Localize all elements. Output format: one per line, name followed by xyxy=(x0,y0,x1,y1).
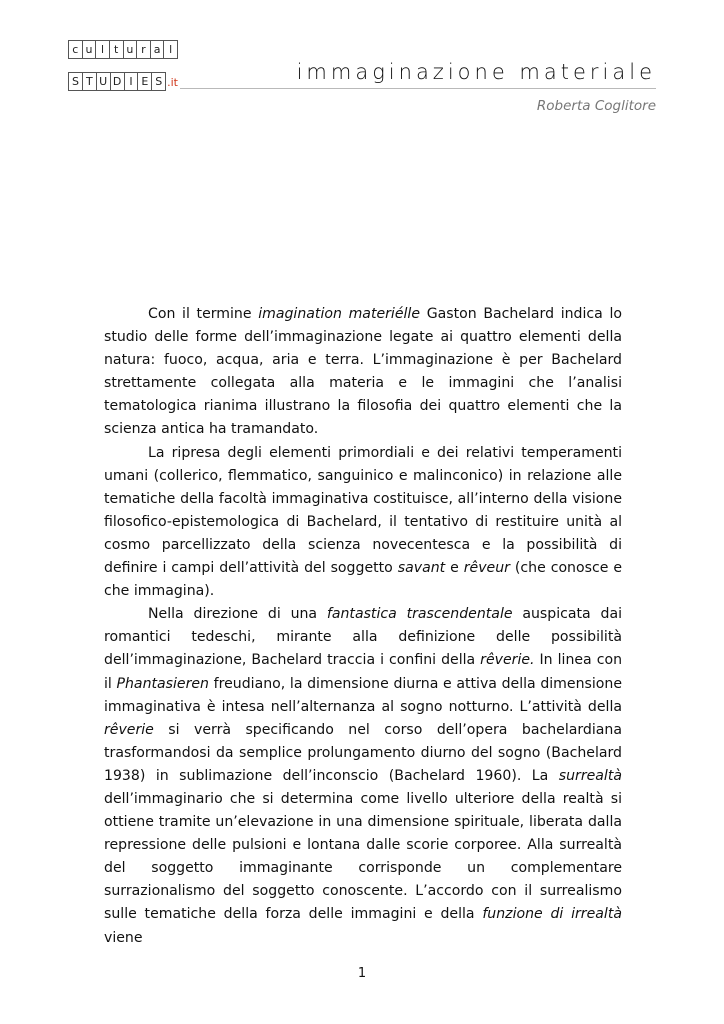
text-run: viene xyxy=(104,929,143,946)
document-header-title: immaginazione materiale xyxy=(296,60,656,84)
logo-letter-cell: u xyxy=(83,40,97,59)
logo-letter-cell: U xyxy=(97,72,111,91)
logo-letter-cell: a xyxy=(151,40,165,59)
italic-term: savant xyxy=(397,560,446,577)
logo-letter-cell: c xyxy=(68,40,83,59)
italic-term: funzione di irrealtà xyxy=(482,906,622,923)
text-run: Gaston Bachelard indica lo studio delle forme dell’immaginazione legate ai quattro elementi della natura: fuoco, acqua, aria e terra. L’immaginazione è per Bachelard strettamente collegata alla materia e le immagini che l’analisi tematologica rianima illustrano la filosofia dei quattro elementi che la scienza antica ha tramandato. xyxy=(104,306,622,438)
cultural-studies-logo xyxy=(68,40,178,91)
logo-letter-cell: l xyxy=(164,40,178,59)
text-run: Con il termine xyxy=(148,306,259,322)
logo-row-studies xyxy=(68,72,178,91)
italic-term: surrealtà xyxy=(558,767,622,784)
text-run: Nella direzione di una xyxy=(148,606,327,623)
italic-term: Phantasieren xyxy=(116,675,209,692)
paragraph xyxy=(104,603,622,949)
italic-term: rêverie xyxy=(104,721,154,738)
logo-letter-cell: S xyxy=(68,72,83,91)
text-run: La ripresa degli elementi primordiali e dei relativi temperamenti umani (collerico, flemmatico, sanguinico e malinconico) in relazione alle tematiche della facoltà immaginativa costituisce, all’interno della visione filosofico-epistemologica di Bachelard, il tentativo di restituire unità al cosmo parcellizzato della scienza novecentesca e la possibilità di definire i campi dell’attività del soggetto xyxy=(104,444,622,577)
text-run: freudiano, la dimensione diurna e attiva della dimensione immaginativa è intesa nell’alternanza al sogno notturno. L’attività della xyxy=(104,675,622,715)
text-run: dell’immaginario che si determina come livello ulteriore della realtà si ottiene tramite un’elevazione in una dimensione spirituale, liberata dalla repressione delle pulsioni e lontana dalle scorie corporee. Alla surrealtà del soggetto immaginante corrisponde un complementare surrazionalismo del soggetto conoscente. L’accordo con il surrealismo sulle tematiche della forza delle immagini e della xyxy=(104,790,622,923)
logo-letter-cell: T xyxy=(83,72,97,91)
logo-letter-cell: E xyxy=(138,72,152,91)
text-run: si verrà specificando nel corso dell’opera bachelardiana trasformandosi da semplice prolungamento diurno del sogno (Bachelard 1938) in sublimazione dell’inconscio (Bachelard 1960). La xyxy=(104,721,622,784)
logo-letter-cell: t xyxy=(110,40,124,59)
text-run: auspicata dai romantici tedeschi, mirante alla definizione delle possibilità dell’immaginazione, Bachelard traccia i confini della xyxy=(104,606,622,669)
text-run: (che conosce e che immagina). xyxy=(104,560,622,600)
logo-letter-cell: D xyxy=(111,72,125,91)
paragraph xyxy=(104,442,622,604)
document-author: Roberta Coglitore xyxy=(536,98,656,114)
logo-letter-cell: l xyxy=(96,40,110,59)
logo-letter-cell: I xyxy=(125,72,139,91)
logo-letter-cell: u xyxy=(124,40,138,59)
italic-term: fantastica trascendentale xyxy=(326,606,513,623)
italic-term: rêveur xyxy=(463,560,510,577)
logo-letter-cell: r xyxy=(137,40,151,59)
text-run: e xyxy=(445,560,464,577)
italic-term: imagination materiélle xyxy=(258,306,421,322)
header-divider xyxy=(180,88,656,89)
page-number: 1 xyxy=(357,966,367,981)
logo-domain-suffix: .it xyxy=(167,76,178,89)
text-run: In linea con il xyxy=(104,652,622,692)
logo-letter-cell: S xyxy=(152,72,166,91)
document-body xyxy=(104,303,622,950)
paragraph xyxy=(104,303,622,442)
logo-row-cultural xyxy=(68,40,178,59)
italic-term: rêverie. xyxy=(480,652,535,669)
